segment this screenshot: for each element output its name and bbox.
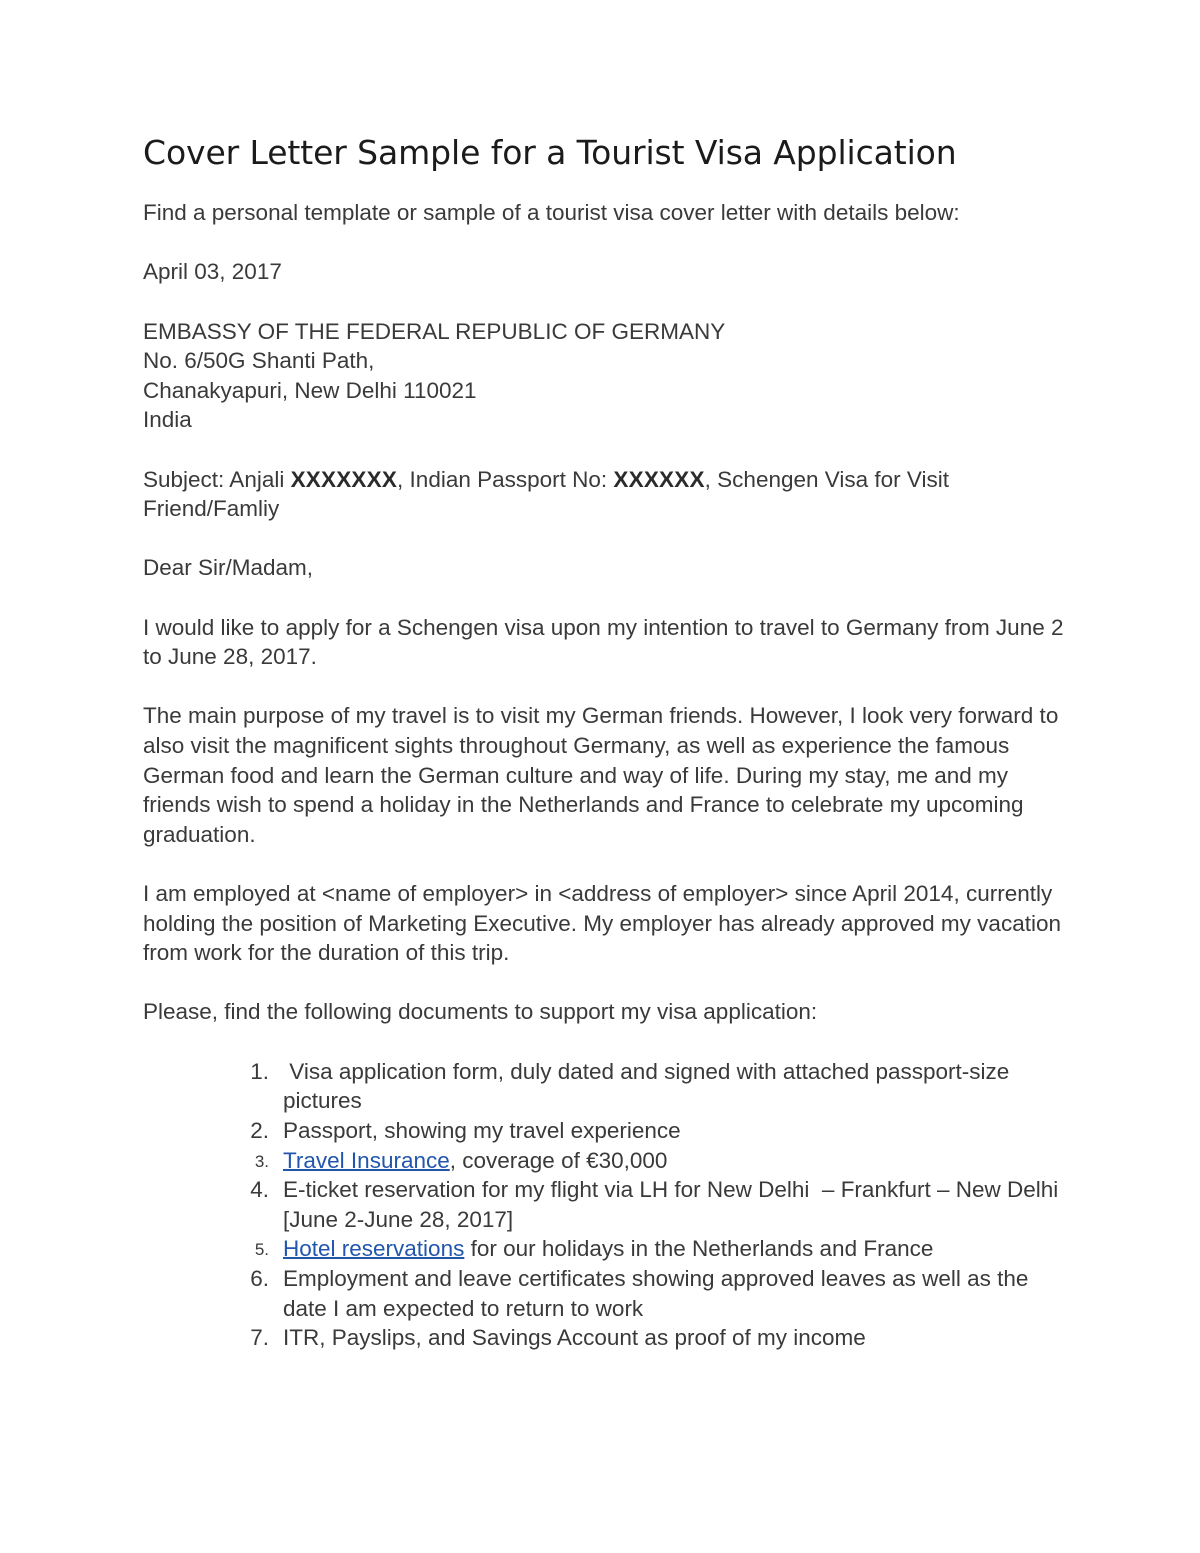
list-item-text: Visa application form, duly dated and signed with attached passport-size pictures — [283, 1058, 1016, 1114]
documents-intro: Please, find the following documents to support my visa application: — [143, 999, 818, 1025]
body-paragraph-1: I would like to apply for a Schengen visa upon my intention to travel to Germany from June 2 to June 28, 2017. — [143, 614, 1070, 670]
document-content — [143, 133, 1070, 1353]
list-item-text: E-ticket reservation for my flight via LH for New Delhi – Frankfurt – New Delhi [June 2-June 28, 2017] — [283, 1177, 1065, 1232]
page-title: Cover Letter Sample for a Tourist Visa Application — [143, 133, 957, 172]
recipient-line-street: No. 6/50G Shanti Path, — [143, 348, 375, 374]
paragraph-spacer-5 — [143, 583, 1065, 613]
subject-suffix: , Schengen Visa for Visit Friend/Famliy — [143, 466, 956, 522]
list-item-text: ITR, Payslips, and Savings Account as proof of my income — [283, 1325, 866, 1351]
recipient-line-city: Chanakyapuri, New Delhi 110021 — [143, 377, 477, 403]
list-item — [235, 1323, 1065, 1353]
list-item-link[interactable]: Hotel reservations — [283, 1236, 465, 1262]
paragraph-spacer-6 — [143, 672, 1065, 702]
body-paragraph-2: The main purpose of my travel is to visit my German friends. However, I look very forward to also visit the magnificent sights throughout Germany, as well as experience the famous German food and learn the German culture and way of life. During my stay, me and my friends wish to spend a holiday in the Netherlands and France to celebrate my upcoming graduation. — [143, 703, 1065, 847]
list-item-marker: 2. — [250, 1118, 269, 1144]
supporting-documents-list — [143, 1057, 1065, 1353]
subject-name-redaction: XXXXXXX — [290, 466, 398, 492]
list-item — [235, 1234, 1065, 1264]
list-item — [235, 1264, 1065, 1323]
recipient-line-embassy: EMBASSY OF THE FEDERAL REPUBLIC OF GERMANY — [143, 318, 726, 344]
list-item — [235, 1057, 1065, 1116]
paragraph-spacer-7 — [143, 849, 1065, 879]
list-item-text: Passport, showing my travel experience — [283, 1118, 681, 1144]
subject-prefix: Subject: Anjali — [143, 466, 291, 492]
paragraph-spacer-4 — [143, 524, 1065, 554]
list-item — [235, 1175, 1065, 1234]
body-paragraph-3: I am employed at <name of employer> in <address of employer> since April 2014, currently holding the position of Marketing Executive. My employer has already approved my vacation from work for the duration of this trip. — [143, 880, 1068, 966]
list-item-marker: 5. — [254, 1240, 269, 1260]
list-item-marker: 6. — [250, 1266, 269, 1292]
list-item — [235, 1116, 1065, 1146]
list-spacer — [143, 1027, 1065, 1057]
subject-passport-redaction: XXXXXX — [613, 466, 705, 492]
list-item-link[interactable]: Travel Insurance — [283, 1147, 450, 1173]
list-item-marker: 4. — [250, 1177, 269, 1203]
paragraph-spacer-8 — [143, 968, 1065, 998]
paragraph-spacer-2 — [143, 287, 1065, 317]
list-item — [235, 1146, 1065, 1176]
recipient-line-country: India — [143, 407, 192, 433]
list-item-text: for our holidays in the Netherlands and France — [464, 1236, 934, 1262]
letter-date: April 03, 2017 — [143, 259, 282, 285]
title-spacer — [143, 173, 1065, 198]
list-item-text: Employment and leave certificates showing approved leaves as well as the date I am expected to return to work — [283, 1266, 1035, 1321]
salutation: Dear Sir/Madam, — [143, 555, 314, 581]
subject-line — [143, 465, 1065, 524]
list-item-marker: 3. — [254, 1151, 269, 1171]
recipient-address-block — [143, 317, 1065, 435]
subject-middle: , Indian Passport No: — [397, 466, 614, 492]
list-item-marker: 1. — [250, 1058, 269, 1084]
paragraph-spacer-1 — [143, 228, 1065, 258]
intro-paragraph: Find a personal template or sample of a tourist visa cover letter with details below: — [143, 200, 960, 226]
list-item-marker: 7. — [250, 1325, 269, 1351]
paragraph-spacer-3 — [143, 435, 1065, 465]
list-item-text: , coverage of €30,000 — [449, 1147, 668, 1173]
